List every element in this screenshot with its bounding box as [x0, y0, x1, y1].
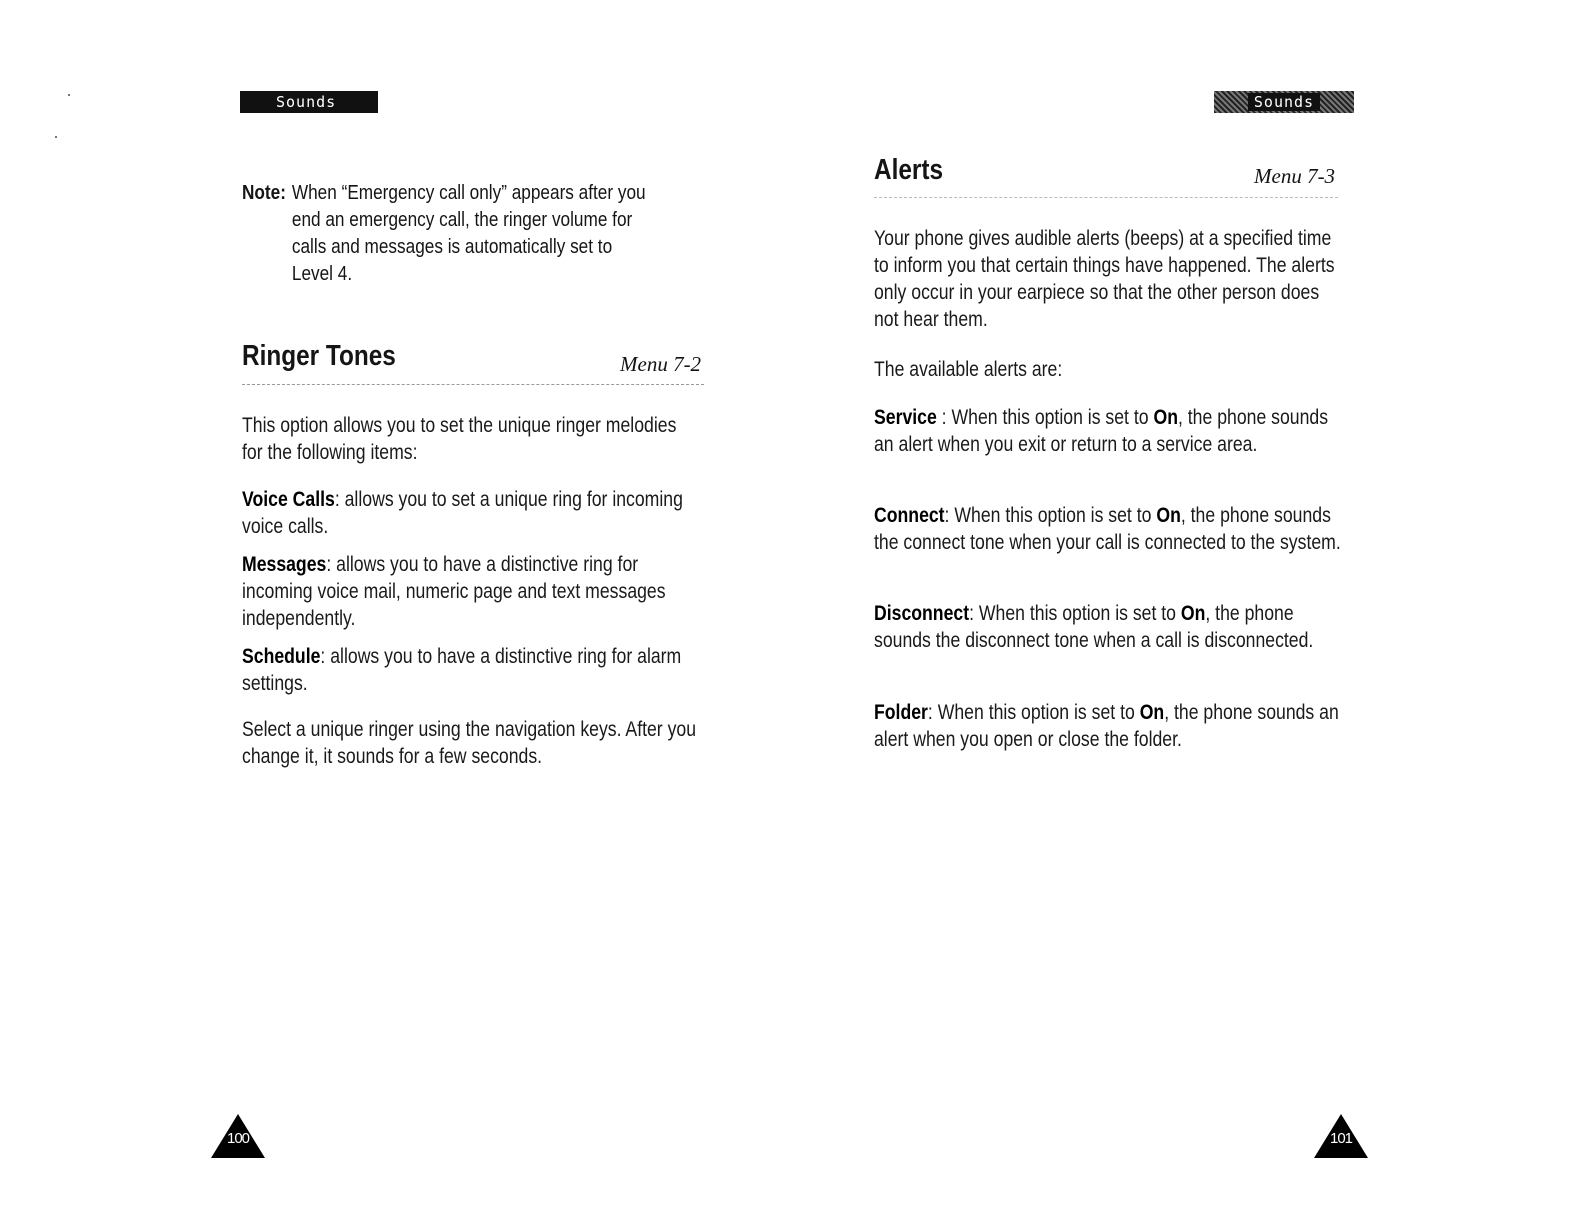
section-tab	[1214, 91, 1354, 113]
on-value: On	[1180, 602, 1206, 625]
right-page	[792, 0, 1584, 1223]
page-number-badge	[209, 1112, 267, 1160]
section-tab-label: Sounds	[1248, 93, 1320, 111]
note-text: When “Emergency call only” appears after you end an emergency call, the ringer volume for calls and messages is automatically set to Level 4.	[291, 182, 646, 285]
section-title: Alerts	[874, 154, 944, 186]
heading-rule	[242, 384, 704, 385]
definition-item: Folder: When this option is set to On, the phone sounds an alert when you open or close the folder.	[874, 701, 1339, 751]
heading-rule	[874, 197, 1338, 198]
outro-paragraph: Select a unique ringer using the navigation keys. After you change it, it sounds for a few seconds.	[242, 718, 697, 768]
definition-item: Disconnect: When this option is set to On, the phone sounds the disconnect tone when a call is disconnected.	[874, 602, 1314, 652]
note	[242, 180, 646, 288]
definition-item	[242, 643, 696, 697]
scan-speck	[55, 136, 57, 138]
on-value: On	[1156, 504, 1181, 527]
scan-speck	[68, 94, 70, 96]
page-number: 100	[226, 1130, 250, 1147]
definition-item: Service : When this option is set to On, the phone sounds an alert when you exit or return to a service area.	[874, 406, 1329, 456]
on-value: On	[1139, 701, 1165, 724]
available-alerts-label: The available alerts are:	[874, 358, 1063, 381]
definition-item	[242, 486, 696, 540]
definition-term: Service	[874, 406, 937, 429]
definition-term: Disconnect	[874, 602, 970, 625]
definition-item	[242, 551, 712, 632]
intro-paragraph: This option allows you to set the unique ringer melodies for the following items:	[242, 414, 677, 464]
menu-reference: Menu 7-2	[620, 352, 702, 376]
definition-item: Connect: When this option is set to On, the phone sounds the connect tone when your call is connected to the system.	[874, 504, 1341, 554]
definition-term: Messages	[242, 553, 327, 576]
note-label: Note:	[242, 182, 286, 204]
definition-text: : allows you to set a unique ring for incoming voice calls.	[242, 488, 683, 538]
page-number-badge	[1312, 1112, 1370, 1160]
definition-term: Folder	[874, 701, 928, 724]
definition-text: : allows you to have a distinctive ring for incoming voice mail, numeric page and text messages independently.	[242, 553, 666, 630]
definition-term: Connect	[874, 504, 945, 527]
definition-text: : allows you to have a distinctive ring for alarm settings.	[242, 645, 682, 695]
section-tab: Sounds	[240, 91, 378, 113]
section-title: Ringer Tones	[242, 340, 396, 372]
definition-term: Voice Calls	[242, 488, 335, 511]
definition-term: Schedule	[242, 645, 321, 668]
intro-paragraph: Your phone gives audible alerts (beeps) at a specified time to inform you that certain things have happened. The alerts only occur in your earpiece so that the other person does not hear them.	[874, 227, 1335, 331]
on-value: On	[1153, 406, 1178, 429]
page-number: 101	[1329, 1130, 1353, 1147]
menu-reference: Menu 7-3	[1254, 164, 1336, 188]
